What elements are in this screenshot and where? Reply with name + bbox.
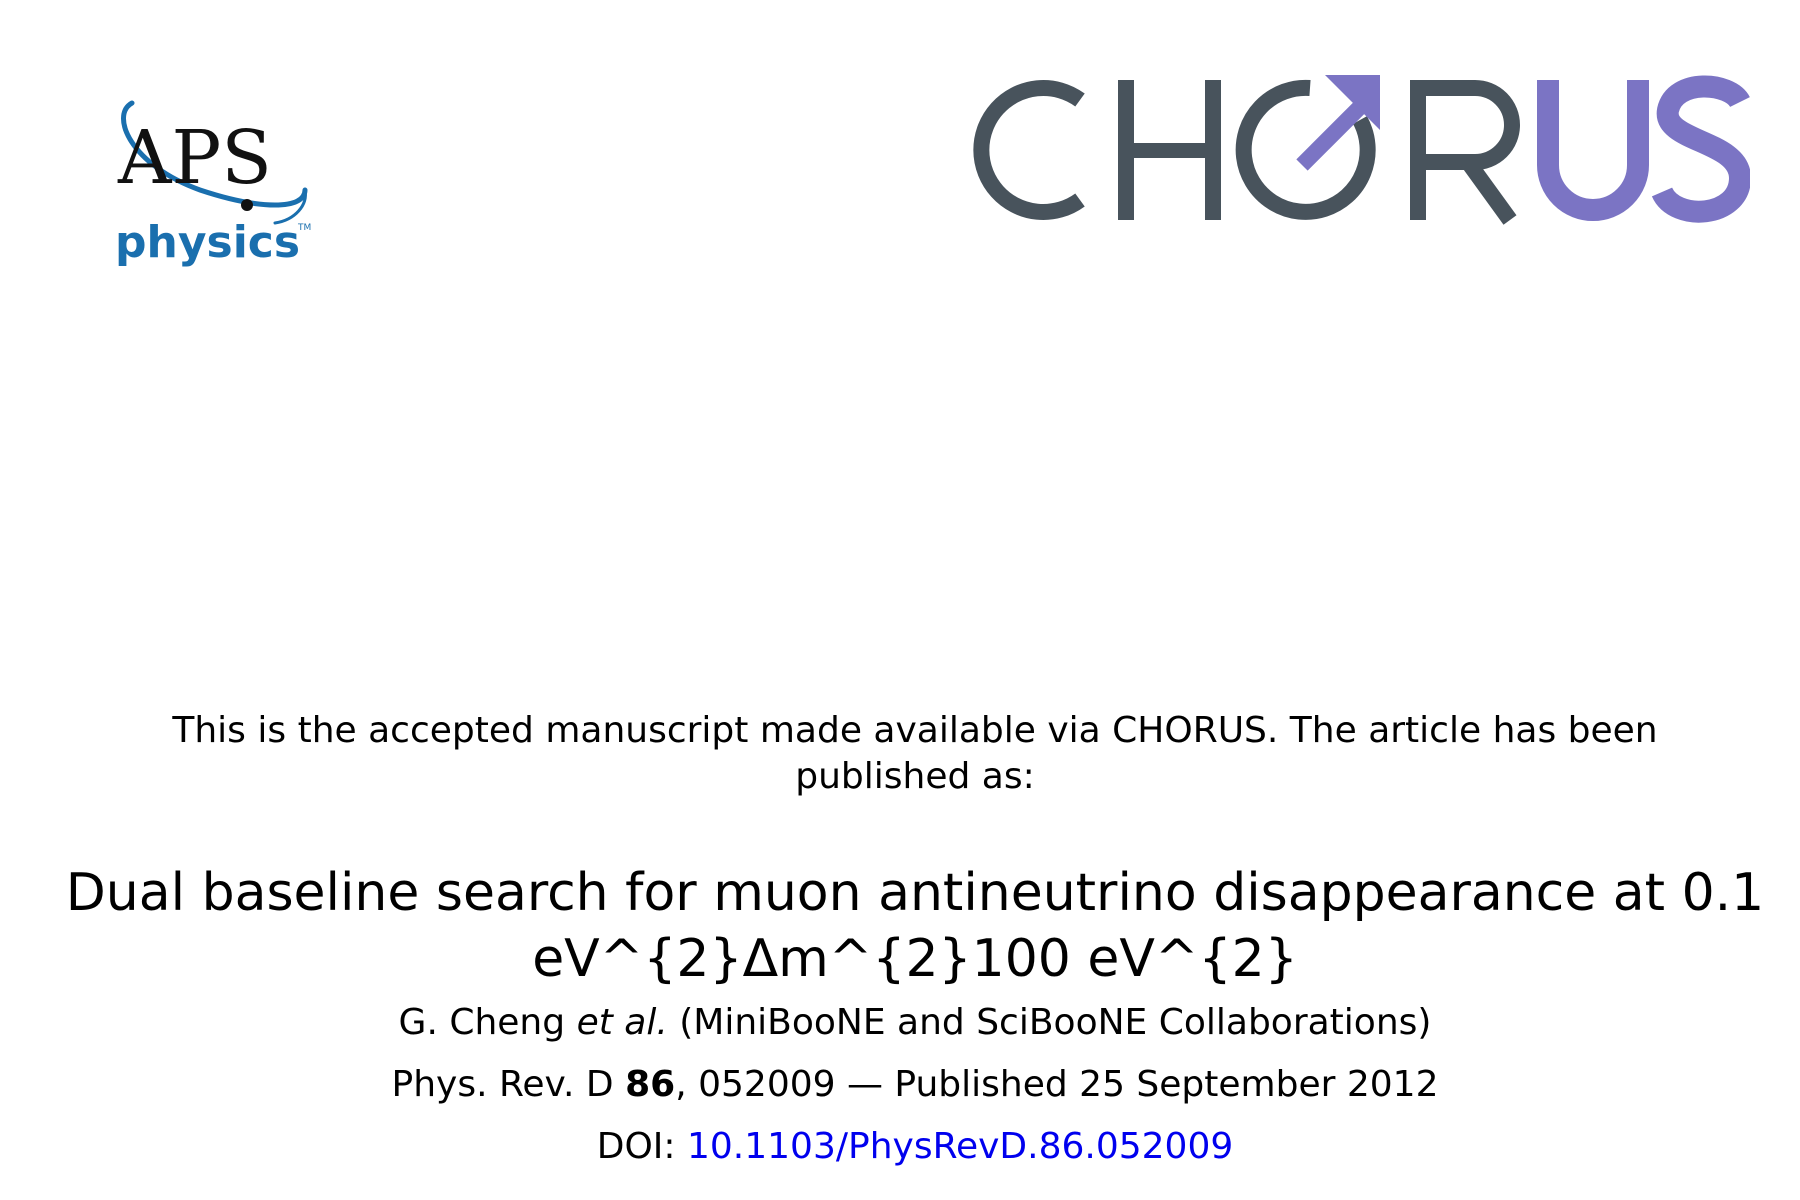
doi-line — [100, 1125, 1730, 1169]
chorus-letter-h — [1118, 80, 1221, 220]
citation-line — [100, 1063, 1730, 1107]
collaboration: (MiniBooNE and SciBooNE Collaborations) — [679, 1002, 1432, 1043]
journal-name: Phys. Rev. D — [391, 1064, 614, 1105]
author-main: G. Cheng — [398, 1002, 566, 1043]
chorus-letter-c — [981, 88, 1080, 212]
chorus-logo — [940, 70, 1750, 230]
aps-trademark: TM — [298, 223, 312, 233]
availability-notice: This is the accepted manuscript made available via CHORUS. The article has been published as: — [172, 710, 1658, 797]
authors-line — [100, 1001, 1730, 1045]
article-number-date: , 052009 — Published 25 September 2012 — [675, 1064, 1439, 1105]
chorus-wordmark — [981, 75, 1740, 220]
chorus-letter-r — [1418, 88, 1512, 220]
doi-link[interactable]: 10.1103/PhysRevD.86.052009 — [686, 1126, 1234, 1167]
chorus-letter-o — [1244, 88, 1368, 212]
aps-letters: APS — [118, 115, 272, 201]
chorus-letter-s — [1662, 86, 1740, 211]
chorus-letter-u — [1548, 80, 1638, 210]
author-etal: et al. — [576, 1002, 668, 1043]
aps-word: physics — [115, 217, 301, 268]
journal-volume: 86 — [625, 1064, 676, 1105]
doi-label: DOI: — [596, 1126, 676, 1167]
aps-physics-logo — [100, 95, 340, 285]
article-title: Dual baseline search for muon antineutrino disappearance at 0.1 eV^{2}Δm^{2}100 eV^{2} — [65, 863, 1765, 989]
chorus-logo-text: CHORUS — [940, 228, 945, 229]
